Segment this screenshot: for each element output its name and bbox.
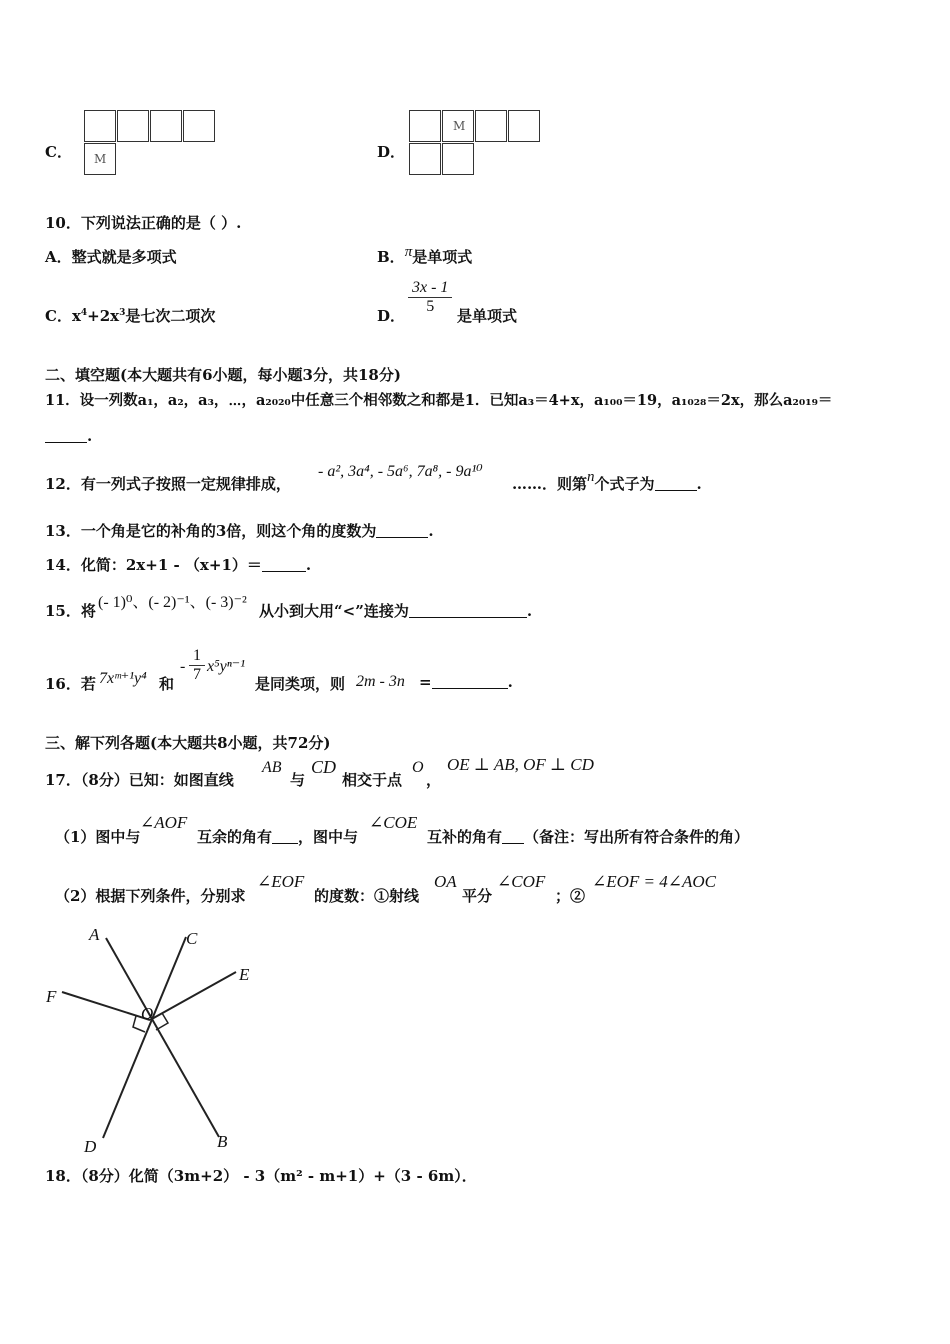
q13-end: . bbox=[428, 522, 434, 540]
q17-p2-d: ；② bbox=[555, 887, 586, 905]
q10-c-text: 是七次二项次 bbox=[125, 307, 216, 325]
q13-text: 13．一个角是它的补角的3倍，则这个角的度数为 bbox=[45, 522, 377, 540]
q14-end: . bbox=[305, 556, 312, 574]
q16-expr2: x⁵yⁿ⁻¹ bbox=[207, 658, 246, 675]
q17-p2-oa: OA bbox=[434, 872, 457, 891]
q12-expression: - a², 3a⁴, - 5a⁶, 7a⁸, - 9a¹⁰ bbox=[318, 463, 483, 480]
q17-p2-condition: ∠EOF = 4∠AOC bbox=[592, 872, 717, 891]
q10-d-text: 是单项式 bbox=[457, 307, 518, 325]
q16-prefix: 16．若 bbox=[45, 675, 96, 693]
q12-prefix: 12．有一列式子按照一定规律排成， bbox=[45, 475, 291, 493]
q15-suffix: 从小到大用“<”连接为 bbox=[259, 602, 409, 620]
q17-p2-angle1: ∠EOF bbox=[257, 872, 305, 891]
q17-part1-mid bbox=[197, 826, 358, 847]
q16-eq: = bbox=[419, 673, 432, 691]
cell-mark-m: M bbox=[453, 119, 466, 133]
q17-p1-angle1: ∠AOF bbox=[140, 813, 188, 832]
ray-of bbox=[62, 992, 150, 1020]
q17-p2-b: 的度数：①射线 bbox=[314, 887, 420, 905]
q12-n: n bbox=[587, 469, 595, 485]
label-c: C bbox=[186, 929, 198, 948]
q10-c-mid: +2x bbox=[87, 307, 120, 325]
q10-option-b bbox=[377, 246, 472, 267]
q17-p1-a: （1）图中与 bbox=[55, 828, 141, 846]
q10-b-text: 是单项式 bbox=[412, 248, 473, 266]
label-e: E bbox=[239, 965, 250, 984]
q16-answer bbox=[419, 673, 513, 691]
q17-p1-blank2[interactable] bbox=[502, 829, 524, 844]
q17-p1-d: 互补的角有 bbox=[427, 828, 503, 846]
section2-heading: 二、填空题(本大题共有6小题，每小题3分，共18分) bbox=[45, 366, 401, 384]
q10-c-x: x bbox=[71, 307, 81, 325]
q10-option-d-label: D． bbox=[377, 307, 406, 325]
q16-frac-num: 1 bbox=[189, 647, 205, 666]
q9-option-c-label: C． bbox=[45, 143, 72, 161]
q17-part1-end bbox=[427, 826, 749, 847]
line-cd bbox=[103, 937, 186, 1138]
q13-line bbox=[45, 520, 434, 541]
q10-stem: 10．下列说法正确的是（ ）. bbox=[45, 214, 242, 232]
q17-part1 bbox=[55, 826, 140, 847]
q13-answer-blank[interactable] bbox=[376, 523, 428, 538]
q17-comma: ， bbox=[426, 771, 442, 789]
cell-mark-m: M bbox=[94, 152, 107, 166]
q9-option-c-figure bbox=[84, 110, 219, 180]
q14-text: 14．化简：2x+1 - （x+1）＝ bbox=[45, 556, 262, 574]
q17-condition: OE ⊥ AB, OF ⊥ CD bbox=[447, 755, 594, 774]
q11-end: . bbox=[87, 427, 93, 445]
q17-p2-c: 平分 bbox=[462, 887, 493, 905]
q10-d-fraction bbox=[408, 279, 452, 316]
q15-prefix: 15．将 bbox=[45, 602, 96, 620]
section3-heading: 三、解下列各题(本大题共8小题，共72分) bbox=[45, 734, 331, 752]
q17-prefix: 17．（8分）已知：如图直线 bbox=[45, 771, 234, 789]
q16-fraction bbox=[189, 647, 205, 684]
label-o: O bbox=[141, 1004, 154, 1023]
q16-and: 和 bbox=[159, 675, 175, 693]
q16-mid: 是同类项，则 bbox=[255, 675, 346, 693]
q17-meet: 相交于点 bbox=[342, 771, 403, 789]
q15-expression: (- 1)⁰、(- 2)⁻¹、(- 3)⁻² bbox=[98, 594, 247, 611]
q17-p1-e: （备注：写出所有符合条件的角） bbox=[524, 828, 750, 846]
q10-d-denominator: 5 bbox=[426, 298, 435, 315]
q17-p1-c: ，图中与 bbox=[298, 828, 359, 846]
ray-oe bbox=[150, 972, 236, 1020]
q11-line1: 11．设一列数a₁，a₂，a₃，⋯，a₂₀₂₀中任意三个相邻数之和都是1．已知a₃＝4+x，a₁₀₀＝19，a₁₀₂₈＝2x，那么a₂₀₁₉＝ bbox=[45, 392, 833, 409]
q10-c-exp2: 3 bbox=[119, 308, 126, 318]
q14-line bbox=[45, 554, 311, 575]
q12-mid: ……．则第 bbox=[512, 475, 588, 493]
q17-p2-angle2: ∠COF bbox=[497, 872, 546, 891]
q16-expr1: 7xᵐ⁺¹y⁴ bbox=[99, 670, 147, 687]
q16-answer-blank[interactable] bbox=[432, 674, 508, 689]
q12-answer-blank[interactable] bbox=[655, 476, 697, 491]
q9-option-d-figure bbox=[409, 110, 544, 180]
label-b: B bbox=[217, 1132, 228, 1151]
q15-rest bbox=[259, 600, 532, 621]
q11-answer-blank[interactable] bbox=[45, 428, 87, 443]
q10-option-c bbox=[45, 305, 215, 326]
q17-cd: CD bbox=[311, 757, 337, 777]
q17-p1-blank1[interactable] bbox=[272, 829, 298, 844]
q17-figure bbox=[40, 920, 270, 1160]
q10-c-exp1: 4 bbox=[80, 308, 88, 318]
label-f: F bbox=[46, 987, 57, 1006]
q10-d-numerator: 3x - 1 bbox=[408, 279, 452, 298]
q17-p1-b: 互余的角有 bbox=[197, 828, 273, 846]
label-d: D bbox=[84, 1137, 97, 1156]
label-a: A bbox=[89, 925, 100, 944]
q10-c-label: C． bbox=[45, 307, 72, 325]
q17-part2: （2）根据下列条件，分别求 bbox=[55, 887, 246, 905]
q12-rest bbox=[512, 469, 702, 494]
q12-end: . bbox=[696, 475, 702, 493]
q16-frac-den: 7 bbox=[193, 666, 201, 683]
line-ab bbox=[106, 938, 219, 1137]
q10-option-a: A．整式就是多项式 bbox=[45, 248, 177, 266]
q17-p1-angle2: ∠COE bbox=[369, 813, 418, 832]
q10-b-label: B． bbox=[377, 248, 405, 266]
q11-line2 bbox=[45, 427, 92, 445]
q16-neg: - bbox=[180, 658, 186, 675]
q10-b-symbol: π bbox=[404, 244, 413, 260]
q16-expr3: 2m - 3n bbox=[356, 673, 405, 690]
q17-yu: 与 bbox=[290, 771, 306, 789]
q18-text: 18．（8分）化简（3m+2） - 3（m² - m+1）+（3 - 6m）． bbox=[45, 1167, 477, 1185]
q15-end: . bbox=[526, 602, 533, 620]
q15-answer-blank[interactable] bbox=[409, 603, 527, 618]
q17-ab: AB bbox=[262, 759, 282, 776]
q14-answer-blank[interactable] bbox=[262, 557, 306, 572]
q16-end: . bbox=[507, 673, 513, 691]
q9-option-d-label: D． bbox=[377, 143, 406, 161]
q12-line bbox=[45, 473, 291, 494]
q17-o: O bbox=[412, 759, 424, 776]
q12-suffix: 个式子为 bbox=[594, 475, 655, 493]
